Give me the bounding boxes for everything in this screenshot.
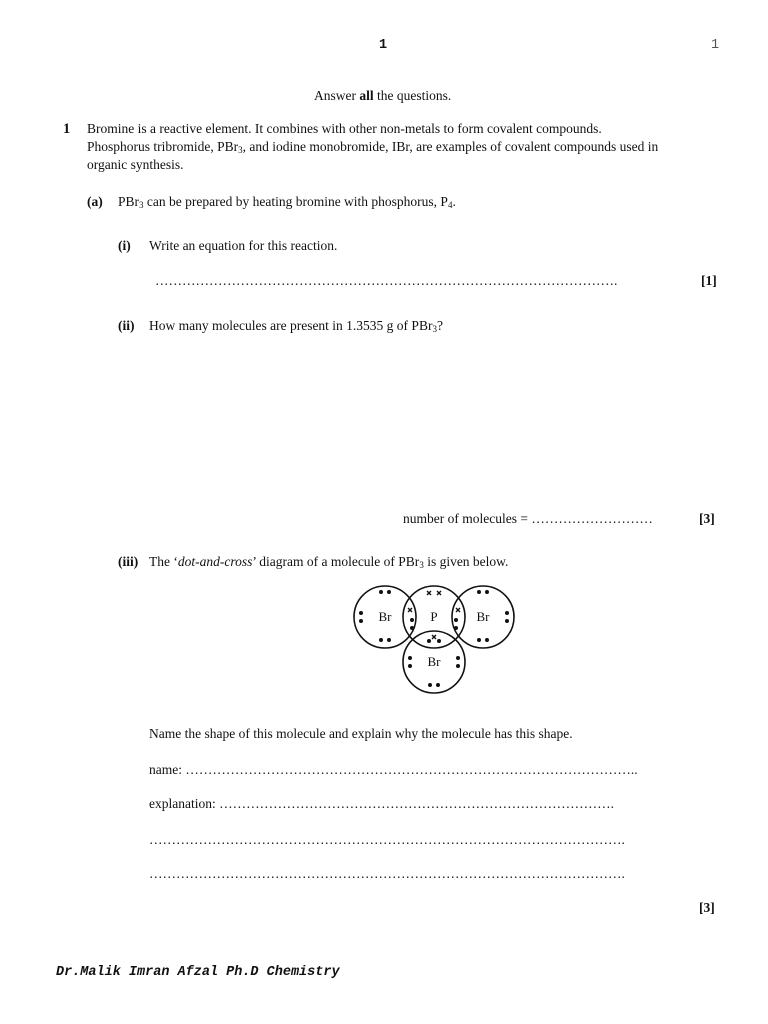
intro-line2-b: , and iodine monobromide, IBr, are examples of covalent compounds used in (242, 139, 659, 154)
explanation-answer-line-3[interactable]: ……………………………………………………………………………………………. (149, 866, 625, 881)
page-number-right: 1 (711, 38, 720, 53)
label-br-bottom: Br (427, 654, 441, 669)
part-ii-label: (ii) (118, 318, 135, 333)
part-ii-answer-prompt: number of molecules = (403, 511, 532, 526)
explanation-answer-line[interactable]: ……………………………………………………………………………. (219, 796, 614, 811)
instruction-before: Answer (314, 88, 360, 103)
part-a-sub1: 3 (139, 200, 144, 210)
part-a-text (118, 194, 456, 210)
part-ii-answer-line[interactable]: ……………………… (531, 511, 653, 526)
part-iii-label: (iii) (118, 554, 139, 569)
part-iii-marks: [3] (699, 900, 715, 915)
question-intro-line1: Bromine is a reactive element. It combines with other non-metals to form covalent compounds. (87, 121, 602, 136)
part-iii-text (149, 554, 508, 570)
part-a-text-c: . (452, 194, 456, 209)
part-a-label: (a) (87, 194, 103, 209)
part-iii-sub: 3 (419, 560, 424, 570)
part-i-text: Write an equation for this reaction. (149, 238, 338, 253)
part-ii-text-a: How many molecules are present in 1.3535 g of PBr (149, 318, 433, 333)
part-ii-marks: [3] (699, 511, 715, 526)
part-i-label: (i) (118, 238, 131, 253)
label-br-right: Br (476, 609, 490, 624)
part-iii-text-italic: dot-and-cross (177, 554, 253, 569)
part-a-sub2: 4 (447, 200, 453, 210)
part-a-text-a: PBr (118, 194, 140, 209)
question-number: 1 (63, 121, 71, 137)
part-a-text-b: can be prepared by heating bromine with phosphorus, P (143, 194, 448, 209)
electron-dots (359, 590, 509, 687)
name-row (149, 762, 638, 778)
part-i-marks: [1] (701, 273, 717, 288)
question-intro-line2 (87, 139, 658, 155)
instruction (314, 88, 451, 104)
part-ii-text-b: ? (436, 318, 443, 333)
explanation-row (149, 796, 614, 812)
label-br-left: Br (378, 609, 392, 624)
name-answer-line[interactable]: ……………………………………………………………………………………….. (185, 762, 638, 777)
part-iii-text-a: The ‘ (149, 554, 178, 569)
part-iii-text-b: ’ diagram of a molecule of PBr (252, 554, 420, 569)
shape-question: Name the shape of this molecule and explain why the molecule has this shape. (149, 726, 573, 741)
footer-author: Dr.Malik Imran Afzal Ph.D Chemistry (56, 965, 340, 980)
part-i-answer-line[interactable]: …………………………………………………………………………………………. (155, 273, 618, 288)
question-intro-line3: organic synthesis. (87, 157, 184, 172)
instruction-after: the questions. (373, 88, 452, 103)
part-ii-sub: 3 (432, 324, 437, 334)
dot-and-cross-diagram (348, 582, 524, 696)
instruction-bold: all (359, 88, 374, 103)
part-ii-text (149, 318, 443, 334)
intro-line2-a: Phosphorus tribromide, PBr (87, 139, 239, 154)
part-ii-answer (403, 511, 653, 527)
part-iii-text-c: is given below. (423, 554, 509, 569)
name-prompt: name: (149, 762, 186, 777)
explanation-answer-line-2[interactable]: ……………………………………………………………………………………………. (149, 832, 625, 847)
intro-line2-sub: 3 (238, 145, 243, 155)
label-p: P (430, 609, 438, 624)
explanation-prompt: explanation: (149, 796, 220, 811)
page-number-center: 1 (379, 38, 388, 53)
